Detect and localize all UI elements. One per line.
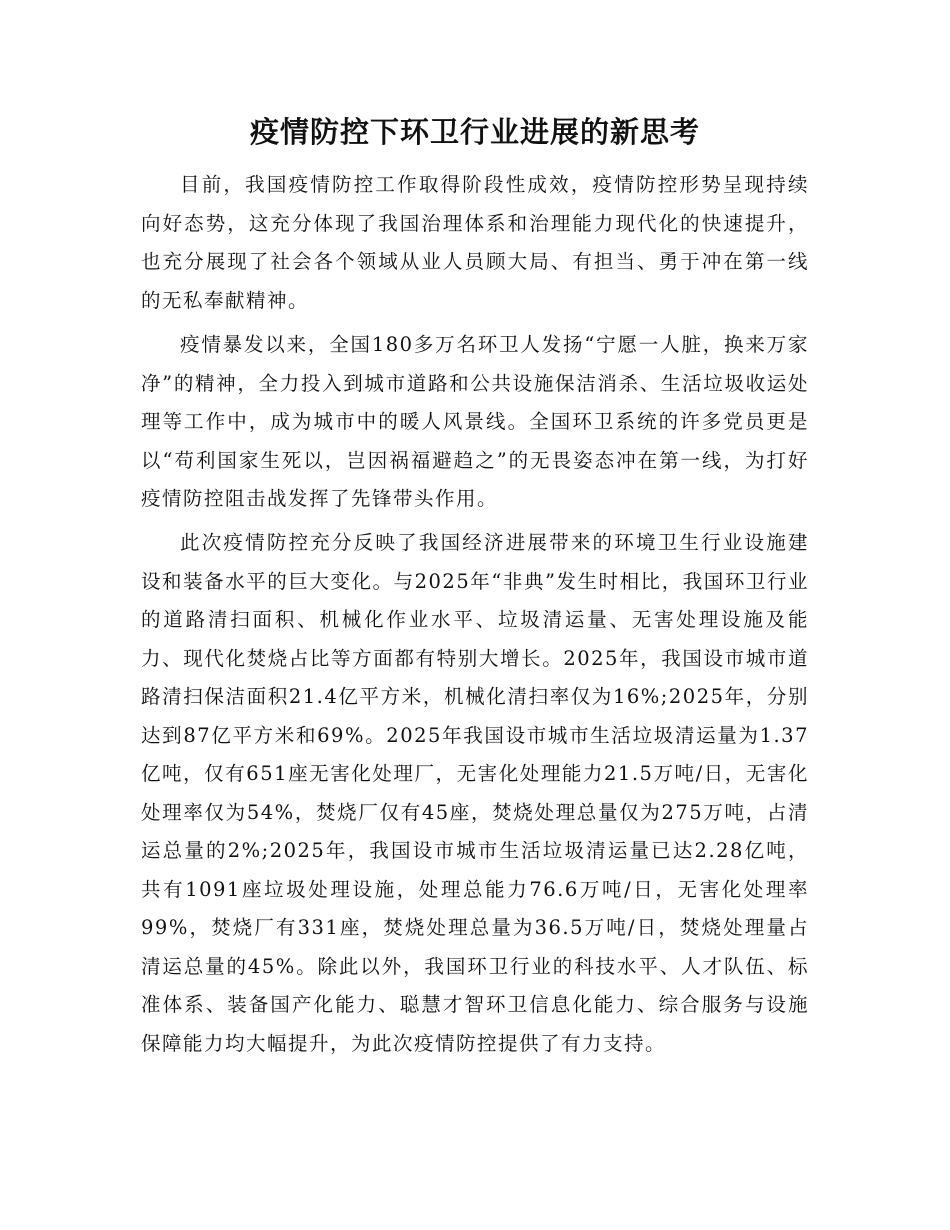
document-title: 疫情防控下环卫行业进展的新思考	[249, 115, 700, 149]
paragraph-2: 疫情暴发以来，全国180多万名环卫人发扬“宁愿一人脏，换来万家净”的精神，全力投入到城市道路和公共设施保洁消杀、生活垃圾收运处理等工作中，成为城市中的暖人风景线。全国环卫系统的许多党员更是以“苟利国家生死以，岂因祸福避趋之”的无畏姿态冲在第一线，为打好疫情防控阻击战发挥了先锋带头作用。	[141, 333, 809, 510]
paragraph-1: 目前，我国疫情防控工作取得阶段性成效，疫情防控形势呈现持续向好态势，这充分体现了我国治理体系和治理能力现代化的快速提升，也充分展现了社会各个领域从业人员顾大局、有担当、勇于冲在第一线的无私奉献精神。	[141, 173, 809, 312]
paragraph-3: 此次疫情防控充分反映了我国经济进展带来的环境卫生行业设施建设和装备水平的巨大变化。与2025年“非典”发生时相比，我国环卫行业的道路清扫面积、机械化作业水平、垃圾清运量、无害处理设施及能力、现代化焚烧占比等方面都有特别大增长。2025年，我国设市城市道路清扫保洁面积21.4亿平方米，机械化清扫率仅为16%;2025年，分别达到87亿平方米和69%。2025年我国设市城市生活垃圾清运量为1.37亿吨，仅有651座无害化处理厂，无害化处理能力21.5万吨/日，无害化处理率仅为54%，焚烧厂仅有45座，焚烧处理总量仅为275万吨，占清运总量的2%;2025年，我国设市城市生活垃圾清运量已达2.28亿吨，共有1091座垃圾处理设施，处理总能力76.6万吨/日，无害化处理率99%，焚烧厂有331座，焚烧处理总量为36.5万吨/日，焚烧处理量占清运总量的45%。除此以外，我国环卫行业的科技水平、人才队伍、标准体系、装备国产化能力、聪慧才智环卫信息化能力、综合服务与设施保障能力均大幅提升，为此次疫情防控提供了有力支持。	[141, 531, 809, 1055]
